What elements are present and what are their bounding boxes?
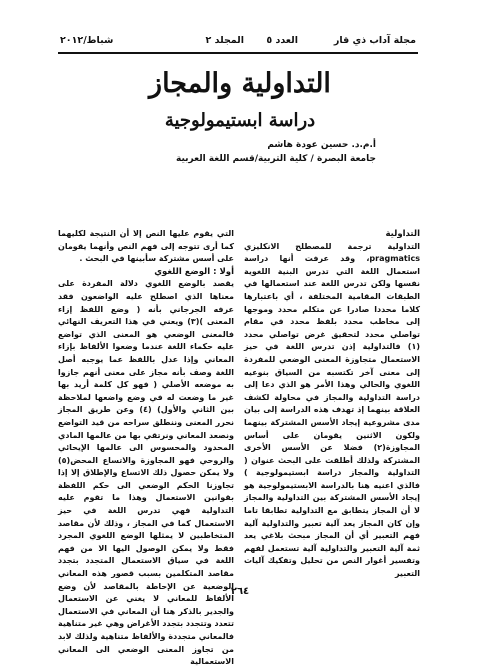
- author-affiliation: جامعة البصرة / كلية التربية/قسم اللغة العربية: [176, 154, 376, 164]
- issue-date: شباط/٢٠١٢: [60, 35, 114, 46]
- paragraph-pragmatics: [244, 241, 420, 581]
- latin-term: pragmatics: [369, 254, 420, 264]
- paragraph-linguistic-convention: يقصد بالوضع اللغوي دلالة المفردة على معناها الذي اصطلح عليه الواضعون فقد عرفه الجرجاني بأنه ( وضع اللفظ إزاء المعنى )(٣) ويعني في هذا التعريف النهائي فالمعنى الوضعي هو المعنى الذي تواضع عليه حكماء اللغة عندما وضعوا الألفاظ بإزاء المعاني وإذا عدل باللفظ عما يوجبه أصل اللغة وصف بأنه مجاز على معنى أنهم جازوا به موضعه الأصلي ( فهو كل كلمة أريد بها غير ما وضعت له في وضع واضعها لملاحظة بين الثاني والأول) (٤) وعن طريق المجاز نحرر المعنى وننطلق سراحه من قيد التواضع ونصعد المعاني ونرتقي بها من عالمها المادي المحدود والمحسوس الى عالمها الإيحائي والروحي فهو المجاوزة والاتساع المحض(٥) ولا يمكن حصول ذلك الاتساع والإطلاق إلا إذا تجاوزنا الحكم الوضعي الى حكم اللفظة بقوانين الاستعمال وهذا ما تقوم عليه التداولية فهي تدرس اللغة في حيز الاستعمال كما في المجاز ، وذلك لأن مقاصد المتخاطبين لا يمثلها الوضع اللغوي المجرد فقط ولا يمكن الوصول اليها الا من فهم اللغة في سياق الاستعمال المتجدد بتجدد مقاصد المتكلمين بسبب قصور هذه المعاني الوضعية عن الإحاطة بالمقاصد لأن وضع الألفاظ للمعاني لا يغني عن الاستعمال والجدير بالذكر هنا أن المعاني في الاستعمال تتعدد وتتجدد بتجدد الأغراض وهي غير متناهية فالمعاني متجددة والألفاظ متناهية ولذلك لابد من تجاوز المعنى الوضعي الى المعاني الاستعمالية: [58, 279, 234, 667]
- paragraph-start: التداولية ترجمة للمصطلح الانكليزي: [244, 241, 420, 251]
- right-text-column: [244, 228, 420, 581]
- section-heading-linguistic-convention: أولا : الوضع اللغوي: [154, 266, 234, 277]
- section-heading-pragmatics: التداولية: [385, 229, 420, 239]
- author-name: أ.م.د. حسين عودة هاشم: [267, 140, 376, 150]
- article-title: التداولية والمجاز: [149, 68, 331, 99]
- article-subtitle: دراسة ابستيمولوجية: [164, 110, 316, 131]
- issue-number: العدد ٥: [266, 35, 298, 46]
- header-divider: [58, 52, 418, 54]
- paragraph-continued: التي يقوم عليها النص إلا أن النتيجة لكليهما كما أرى تتوجه إلى فهم النص وأنهما يقومان على أسس مشتركة سأبينها في البحث .: [58, 229, 234, 264]
- left-text-column: [58, 228, 234, 669]
- page-number: ٢٦٤: [230, 586, 250, 597]
- journal-name: مجلة آداب ذي قار: [333, 35, 416, 46]
- paragraph-continuation: ، وقد عرفت أنها دراسة استعمال اللغة التي تدرس البنية اللغوية نفسها ولكن تدرس اللغة عند استعمالها في الطبقات المقامية المختلفة ، أي باعتبارها كلاما محددا صادرا عن متكلم محدد وموجها إلى مخاطب محدد بلفظ محدد في مقام تواصلي محدد لتحقيق غرض تواصلي محدد (١) فالتداولية إذن تدرس اللغة في حيز الاستعمال متجاوزة المعنى الوضعي للمفردة إلى معنى آخر تكتسبه من السياق بنوعيه اللغوي والحالي وهذا الأمر هو الذي دعا إلى دراسة التداولية والمجاز في محاولة لكشف العلاقة بينهما إذ تهدف هذه الدراسة إلى بيان مدى مشروعية إيجاد الأسس المشتركة بينهما ولكون الاثنين يقومان على أساس المجاوزة(٢) فضلا عن الأسس الأخرى المشتركة ولذلك أطلقت على البحث عنوان ( التداولية والمجاز دراسة ابستيمولوجية ) فالذي اعنيه هنا بالدراسة الابستيمولوجية هو إيجاد الأسس المشتركة بين التداولية والمجاز لا أن المجاز يتطابق مع التداولية تطابقا تاما وإن كان المجاز يعد آلية تعبير والتداولية آلية فهم التعبير أي أن المجاز مبحث بلاغي يعد ثمة آلية التعبير والتداولية آلية تستعمل لفهم وتفسير أغوار النص من تحليل وتفكيك آليات التعبير: [244, 254, 420, 579]
- running-header: [60, 32, 416, 50]
- volume-number: المجلد ٢: [205, 35, 244, 46]
